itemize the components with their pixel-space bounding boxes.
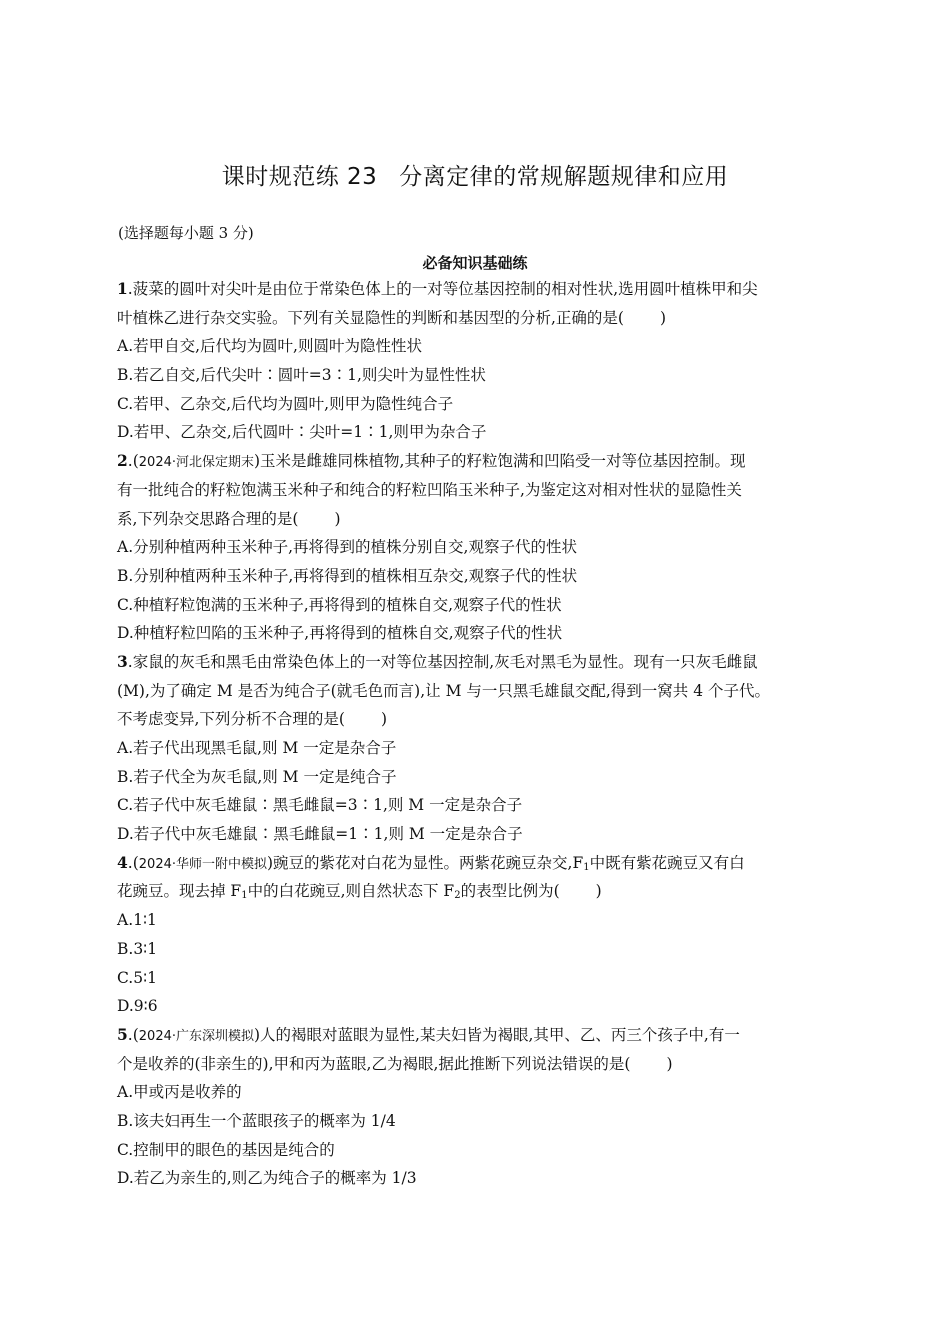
question-5-option-a: A.甲或丙是收养的 [117,1083,242,1102]
question-list [117,275,837,1193]
question-3-option-d: D.若子代中灰毛雄鼠∶黑毛雌鼠=1∶1,则 M 一定是杂合子 [117,825,523,844]
question-2-option-a: A.分别种植两种玉米种子,再将得到的植株分别自交,观察子代的性状 [117,538,577,557]
question-number: 5 [117,1024,128,1044]
question-1-line-2: 叶植株乙进行杂交实验。下列有关显隐性的判断和基因型的分析,正确的是( ) [117,308,667,327]
question-4-option-c: C.5∶1 [117,968,157,987]
question-2-option-d: D.种植籽粒凹陷的玉米种子,再将得到的植株自交,观察子代的性状 [117,624,563,643]
question-4-option-b: B.3∶1 [117,939,158,958]
question-3-option-b: B.若子代全为灰毛鼠,则 M 一定是纯合子 [117,767,397,786]
question-2-option-c: C.种植籽粒饱满的玉米种子,再将得到的植株自交,观察子代的性状 [117,595,562,614]
question-source: 2024·华师一附中模拟 [138,856,267,872]
question-4-option-d: D.9∶6 [117,997,158,1016]
question-5-option-d: D.若乙为亲生的,则乙为纯合子的概率为 1/3 [117,1169,417,1188]
question-3-line-2: (M),为了确定 M 是否为纯合子(就毛色而言),让 M 与一只黑毛雄鼠交配,得到一窝共 4 个子代。 [117,681,771,700]
title-part2: 分离定律的常规解题规律和应用 [399,164,729,190]
question-2-line-3: 系,下列杂交思路合理的是( ) [117,509,341,528]
title-part1: 课时规范练 23 [221,164,378,190]
question-1-option-d: D.若甲、乙杂交,后代圆叶∶尖叶=1∶1,则甲为杂合子 [117,423,487,442]
question-4-option-a: A.1∶1 [117,911,157,930]
question-1-option-a: A.若甲自交,后代均为圆叶,则圆叶为隐性性状 [117,337,422,356]
question-5-option-b: B.该夫妇再生一个蓝眼孩子的概率为 1/4 [117,1111,396,1130]
question-source: 2024·广东深圳模拟 [138,1028,254,1044]
section-heading: 必备知识基础练 [422,254,528,272]
question-2-option-b: B.分别种植两种玉米种子,再将得到的植株相互杂交,观察子代的性状 [117,566,578,585]
question-5-line-1: 5.(2024·广东深圳模拟)人的褐眼对蓝眼为显性,某夫妇皆为褐眼,其甲、乙、丙三个孩子中,有一 [117,1024,740,1044]
question-1-option-b: B.若乙自交,后代尖叶∶圆叶=3∶1,则尖叶为显性性状 [117,366,486,385]
question-3-line-1: 3.家鼠的灰毛和黑毛由常染色体上的一对等位基因控制,灰毛对黑毛为显性。现有一只灰毛雌鼠 [117,651,758,671]
scoring-note: (选择题每小题 3 分) [118,224,254,242]
question-2-line-2: 有一批纯合的籽粒饱满玉米种子和纯合的籽粒凹陷玉米种子,为鉴定这对相对性状的显隐性关 [117,480,742,499]
page-title [0,158,950,191]
question-2-line-1: 2.(2024·河北保定期末)玉米是雌雄同株植物,其种子的籽粒饱满和凹陷受一对等位基因控制。现 [117,451,746,471]
question-3-option-c: C.若子代中灰毛雄鼠∶黑毛雌鼠=3∶1,则 M 一定是杂合子 [117,796,523,815]
question-source: 2024·河北保定期末 [138,455,254,471]
question-5-option-c: C.控制甲的眼色的基因是纯合的 [117,1140,335,1159]
question-number: 4 [117,852,128,872]
question-5-line-2: 个是收养的(非亲生的),甲和丙为蓝眼,乙为褐眼,据此推断下列说法错误的是( ) [117,1054,673,1073]
question-number: 1 [117,279,128,298]
question-4-line-1: 4.(2024·华师一附中模拟)豌豆的紫花对白花为显性。两紫花豌豆杂交$,F_1$中既有紫花豌豆又有白 [117,852,745,873]
question-4-line-2: 花豌豆。现去掉 $F_1$中的白花豌豆,则自然状态下 $F_2$的表型比例为( ) [117,882,602,902]
question-1-option-c: C.若甲、乙杂交,后代均为圆叶,则甲为隐性纯合子 [117,394,454,413]
question-3-line-3: 不考虑变异,下列分析不合理的是( ) [117,710,388,729]
question-number: 2 [117,451,128,471]
question-1-line-1: 1.菠菜的圆叶对尖叶是由位于常染色体上的一对等位基因控制的相对性状,选用圆叶植株甲和尖 [117,279,758,298]
question-3-option-a: A.若子代出现黑毛鼠,则 M 一定是杂合子 [117,739,397,757]
question-number: 3 [117,651,128,671]
